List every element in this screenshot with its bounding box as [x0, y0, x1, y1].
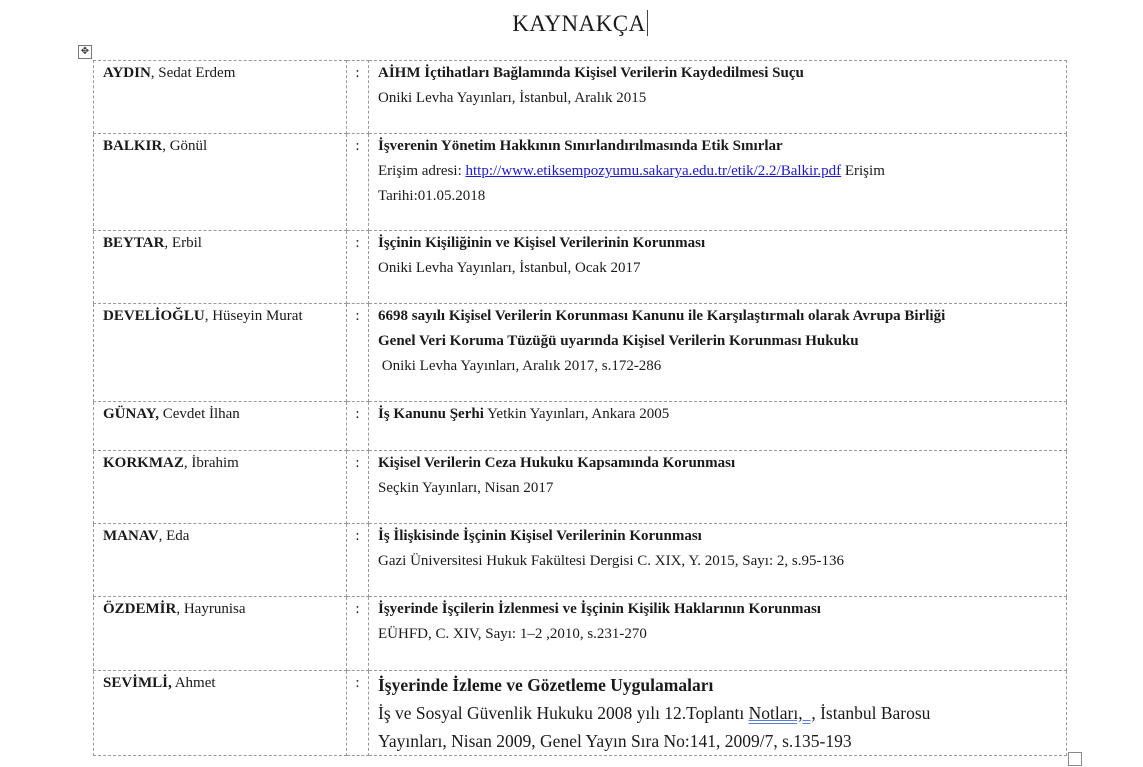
table-row: [94, 61, 1067, 134]
work-title-line-2: Genel Veri Koruma Tüzüğü uyarında Kişisel Verilerin Korunması Hukuku: [378, 333, 859, 349]
work-entry: [378, 402, 1066, 427]
author-cell: ÖZDEMİR, Hayrunisa: [94, 597, 347, 671]
work-title-line-1: 6698 sayılı Kişisel Verilerin Korunması Kanunu ile Karşılaştırmalı olarak Avrupa Birliği: [378, 308, 946, 324]
source-cell: [369, 134, 1067, 231]
author-cell: AYDIN, Sedat Erdem: [94, 61, 347, 134]
author-cell: BEYTAR, Erbil: [94, 231, 347, 304]
publisher-info: Oniki Levha Yayınları, İstanbul, Ocak 2017: [378, 260, 641, 276]
table-move-handle-icon[interactable]: ✥: [78, 45, 92, 59]
table-row: [94, 134, 1067, 231]
author-cell: DEVELİOĞLU, Hüseyin Murat: [94, 304, 347, 402]
separator-cell: :: [347, 524, 369, 597]
source-cell: [369, 671, 1067, 756]
document-title: KAYNAKÇA: [512, 11, 646, 36]
separator-cell: :: [347, 304, 369, 402]
table-row: [94, 304, 1067, 402]
work-title: İş İlişkisinde İşçinin Kişisel Verilerinin Korunması: [378, 528, 702, 544]
author-cell: MANAV, Eda: [94, 524, 347, 597]
separator-cell: :: [347, 231, 369, 304]
table-row: [94, 231, 1067, 304]
separator-cell: :: [347, 597, 369, 671]
table-row: [94, 402, 1067, 451]
separator-cell: :: [347, 671, 369, 756]
work-title: İşverenin Yönetim Hakkının Sınırlandırılmasında Etik Sınırlar: [378, 138, 783, 154]
source-url-link[interactable]: http://www.etiksempozyumu.sakarya.edu.tr/etik/2.2/Balkir.pdf: [465, 163, 842, 179]
source-cell: [369, 61, 1067, 134]
access-info: Erişim adresi: http://www.etiksempozyumu.sakarya.edu.tr/etik/2.2/Balkir.pdf Erişim: [378, 163, 885, 179]
work-title: İşyerinde İşçilerin İzlenmesi ve İşçinin Kişilik Haklarının Korunması: [378, 601, 821, 617]
author-cell: KORKMAZ, İbrahim: [94, 451, 347, 524]
source-cell: [369, 597, 1067, 671]
separator-cell: :: [347, 61, 369, 134]
source-cell: [369, 402, 1067, 451]
author-cell: GÜNAY, Cevdet İlhan: [94, 402, 347, 451]
publisher-info: Oniki Levha Yayınları, Aralık 2017, s.172-286: [378, 358, 662, 374]
publisher-info: Seçkin Yayınları, Nisan 2017: [378, 480, 554, 496]
separator-cell: :: [347, 134, 369, 231]
work-title: İşyerinde İzleme ve Gözetleme Uygulamaları: [378, 675, 714, 695]
separator-cell: :: [347, 402, 369, 451]
source-cell: [369, 524, 1067, 597]
publisher-info: Oniki Levha Yayınları, İstanbul, Aralık 2015: [378, 90, 647, 106]
text-cursor: [647, 10, 648, 36]
table-row: [94, 451, 1067, 524]
source-cell: [369, 451, 1067, 524]
publisher-info: İş ve Sosyal Güvenlik Hukuku 2008 yılı 12.Toplantı Notları, , İstanbul Barosu: [378, 703, 931, 723]
work-title: İş Kanunu Şerhi: [378, 406, 484, 422]
table-resize-handle-icon[interactable]: [1068, 752, 1082, 766]
table-row: [94, 524, 1067, 597]
work-title: Kişisel Verilerin Ceza Hukuku Kapsamında Korunması: [378, 455, 736, 471]
source-cell: [369, 231, 1067, 304]
work-title: İşçinin Kişiliğinin ve Kişisel Verilerinin Korunması: [378, 235, 706, 251]
author-cell: SEVİMLİ, Ahmet: [94, 671, 347, 756]
bibliography-table: [93, 60, 1067, 756]
separator-cell: :: [347, 451, 369, 524]
access-date: Tarihi:01.05.2018: [378, 188, 486, 204]
author-cell: BALKIR, Gönül: [94, 134, 347, 231]
publisher-info: Gazi Üniversitesi Hukuk Fakültesi Dergisi C. XIX, Y. 2015, Sayı: 2, s.95-136: [378, 553, 844, 569]
publisher-info: Yetkin Yayınları, Ankara 2005: [483, 406, 670, 422]
spellcheck-flagged-text[interactable]: Notları, ,: [748, 703, 816, 723]
publisher-info: EÜHFD, C. XIV, Sayı: 1–2 ,2010, s.231-270: [378, 626, 647, 642]
source-cell: [369, 304, 1067, 402]
publisher-info-line-2: Yayınları, Nisan 2009, Genel Yayın Sıra No:141, 2009/7, s.135-193: [378, 731, 852, 751]
work-title: AİHM İçtihatları Bağlamında Kişisel Verilerin Kaydedilmesi Suçu: [378, 65, 804, 81]
table-row: [94, 597, 1067, 671]
table-row: [94, 671, 1067, 756]
